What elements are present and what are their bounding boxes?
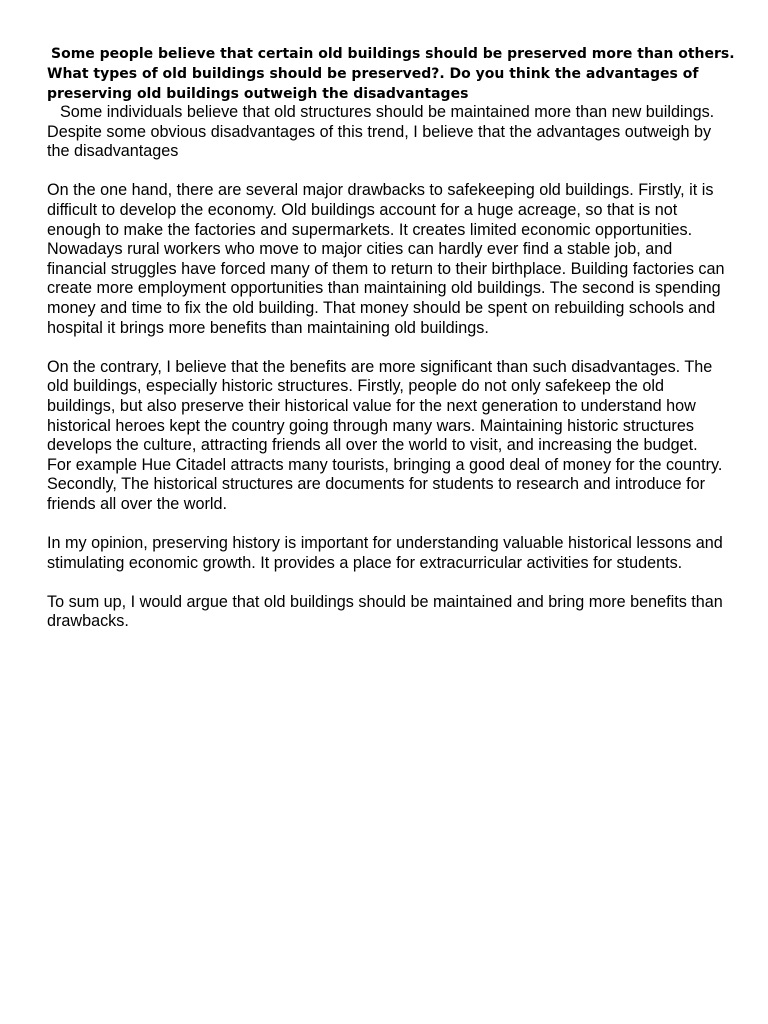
intro-paragraph: Some individuals believe that old structures should be maintained more than new buildings. Despite some obvious disadvantages of this trend, I believe that the advantages outweigh by the disadvantages — [47, 103, 715, 161]
body-paragraph-benefits: On the contrary, I believe that the benefits are more significant than such disadvantages. The old buildings, especially historic structures. Firstly, people do not only safekeep the old buildings, but also preserve their historical value for the next generation to understand how historical heroes kept the country going through many wars. Maintaining historic structures develops the culture, attracting friends all over the world to visit, and increasing the budget. For example Hue Citadel attracts many tourists, bringing a good deal of money for the country. Secondly, The historical structures are documents for students to research and introduce for friends all over the world. — [47, 357, 723, 513]
opinion-paragraph: In my opinion, preserving history is important for understanding valuable historical lessons and stimulating economic growth. It provides a place for extracurricular activities for students. — [47, 534, 723, 572]
conclusion-paragraph: To sum up, I would argue that old buildings should be maintained and bring more benefits than drawbacks. — [47, 592, 723, 631]
heading-line: preserving old buildings outweigh the disadvantages — [47, 86, 469, 102]
heading-line: Some people believe that certain old buildings should be preserved more than others. — [51, 46, 735, 62]
document-page — [47, 44, 735, 652]
heading-line: What types of old buildings should be preserved?. Do you think the advantages of — [47, 66, 699, 82]
essay-question-heading — [47, 44, 735, 104]
body-paragraph-drawbacks: On the one hand, there are several major drawbacks to safekeeping old buildings. Firstly, it is difficult to develop the economy. Old buildings account for a huge acreage, so that is not enough to make the factories and supermarkets. It creates limited economic opportunities. Nowadays rural workers who move to major cities can hardly ever find a stable job, and financial struggles have forced many of them to return to their birthplace. Building factories can create more employment opportunities than maintaining old buildings. The second is spending money and time to fix the old building. That money should be spent on rebuilding schools and hospital it brings more benefits than maintaining old buildings. — [47, 181, 725, 337]
